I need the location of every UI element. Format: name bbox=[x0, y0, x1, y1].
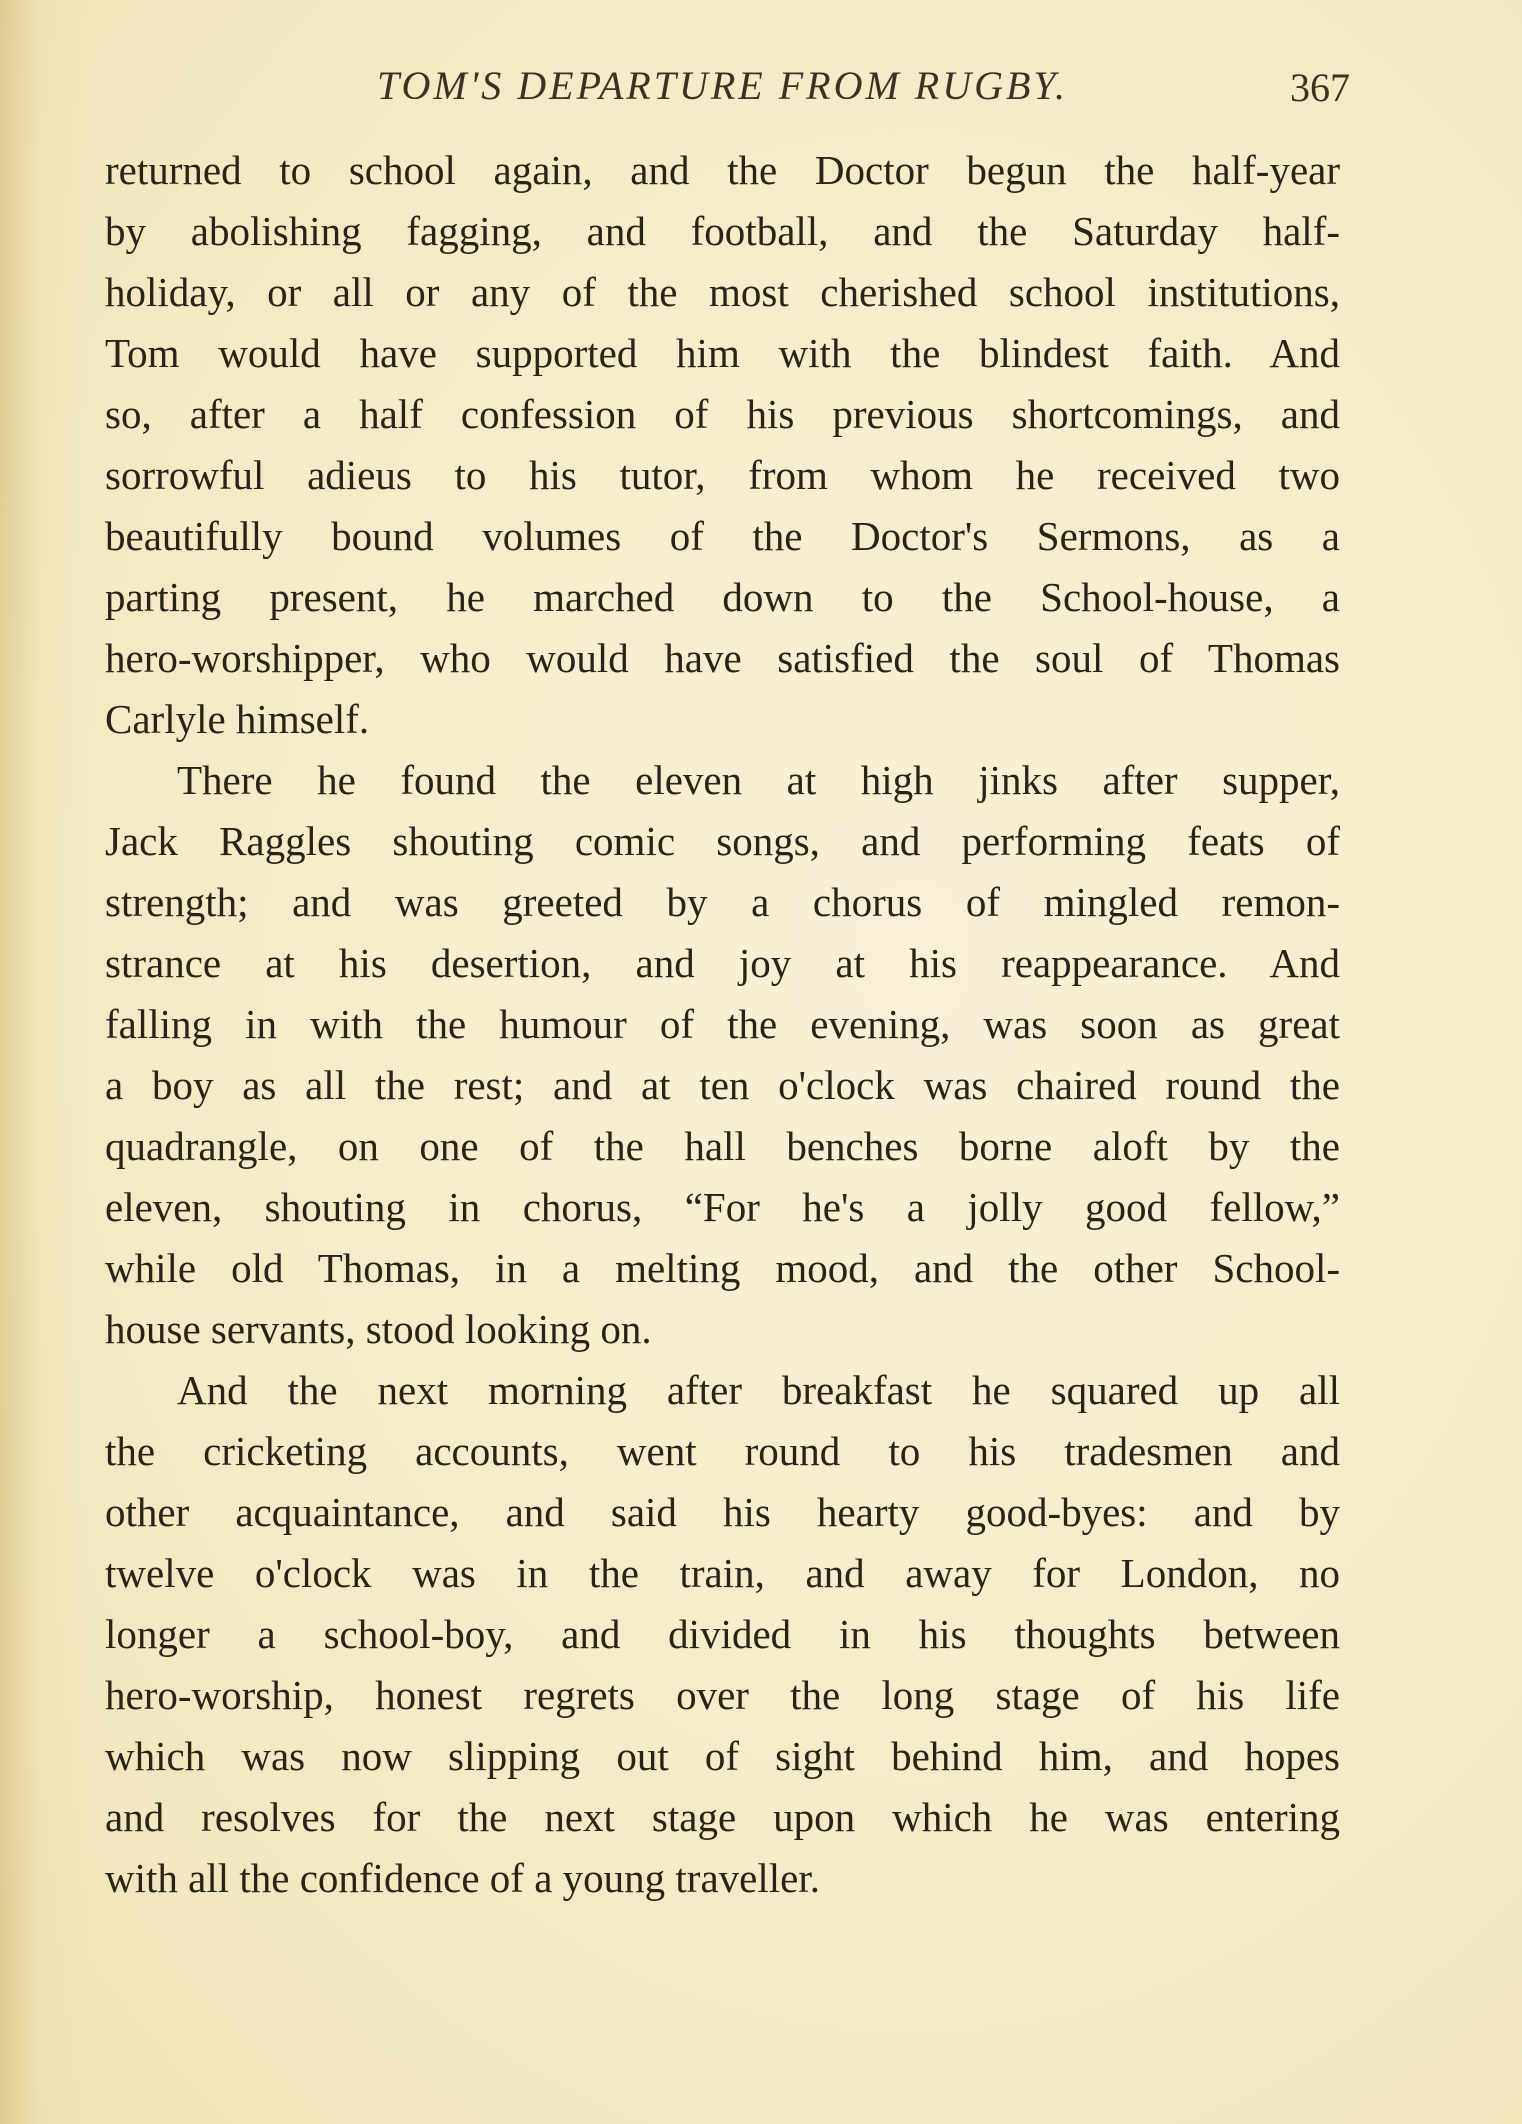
text-line: with all the confidence of a young traveller. bbox=[105, 1855, 820, 1901]
body-text bbox=[105, 140, 1340, 1909]
text-line: and resolves for the next stage upon which he was entering bbox=[105, 1794, 1340, 1840]
text-line: house servants, stood looking on. bbox=[105, 1306, 652, 1352]
text-line: There he found the eleven at high jinks after supper, bbox=[177, 757, 1340, 803]
text-line: which was now slipping out of sight behind him, and hopes bbox=[105, 1733, 1340, 1779]
text-line: hero-worshipper, who would have satisfied the soul of Thomas bbox=[105, 635, 1340, 681]
text-line: sorrowful adieus to his tutor, from whom he received two bbox=[105, 452, 1340, 498]
text-line: strance at his desertion, and joy at his reappearance. And bbox=[105, 940, 1340, 986]
page-number: 367 bbox=[1290, 65, 1350, 110]
text-line: strength; and was greeted by a chorus of mingled remon- bbox=[105, 879, 1340, 925]
text-line: returned to school again, and the Doctor begun the half-year bbox=[105, 147, 1340, 193]
text-line: while old Thomas, in a melting mood, and the other School- bbox=[105, 1245, 1340, 1291]
text-line: eleven, shouting in chorus, “For he's a jolly good fellow,” bbox=[105, 1184, 1340, 1230]
text-line: Tom would have supported him with the blindest faith. And bbox=[105, 330, 1340, 376]
text-line: twelve o'clock was in the train, and away for London, no bbox=[105, 1550, 1340, 1596]
text-line: Jack Raggles shouting comic songs, and performing feats of bbox=[105, 818, 1340, 864]
running-title: TOM'S DEPARTURE FROM RUGBY. bbox=[376, 63, 1069, 108]
text-line: hero-worship, honest regrets over the long stage of his life bbox=[105, 1672, 1340, 1718]
text-line: quadrangle, on one of the hall benches borne aloft by the bbox=[105, 1123, 1340, 1169]
text-line: And the next morning after breakfast he squared up all bbox=[177, 1367, 1340, 1413]
text-line: parting present, he marched down to the School-house, a bbox=[105, 574, 1340, 620]
running-head bbox=[105, 62, 1350, 122]
text-line: falling in with the humour of the evening, was soon as great bbox=[105, 1001, 1340, 1047]
text-line: a boy as all the rest; and at ten o'clock was chaired round the bbox=[105, 1062, 1340, 1108]
text-line: beautifully bound volumes of the Doctor's Sermons, as a bbox=[105, 513, 1340, 559]
text-line: so, after a half confession of his previous shortcomings, and bbox=[105, 391, 1340, 437]
text-line: the cricketing accounts, went round to his tradesmen and bbox=[105, 1428, 1340, 1474]
text-line: longer a school-boy, and divided in his thoughts between bbox=[105, 1611, 1340, 1657]
text-line: Carlyle himself. bbox=[105, 696, 370, 742]
text-line: holiday, or all or any of the most cherished school institutions, bbox=[105, 269, 1340, 315]
text-line: other acquaintance, and said his hearty good-byes: and by bbox=[105, 1489, 1340, 1535]
text-line: by abolishing fagging, and football, and the Saturday half- bbox=[105, 208, 1340, 254]
